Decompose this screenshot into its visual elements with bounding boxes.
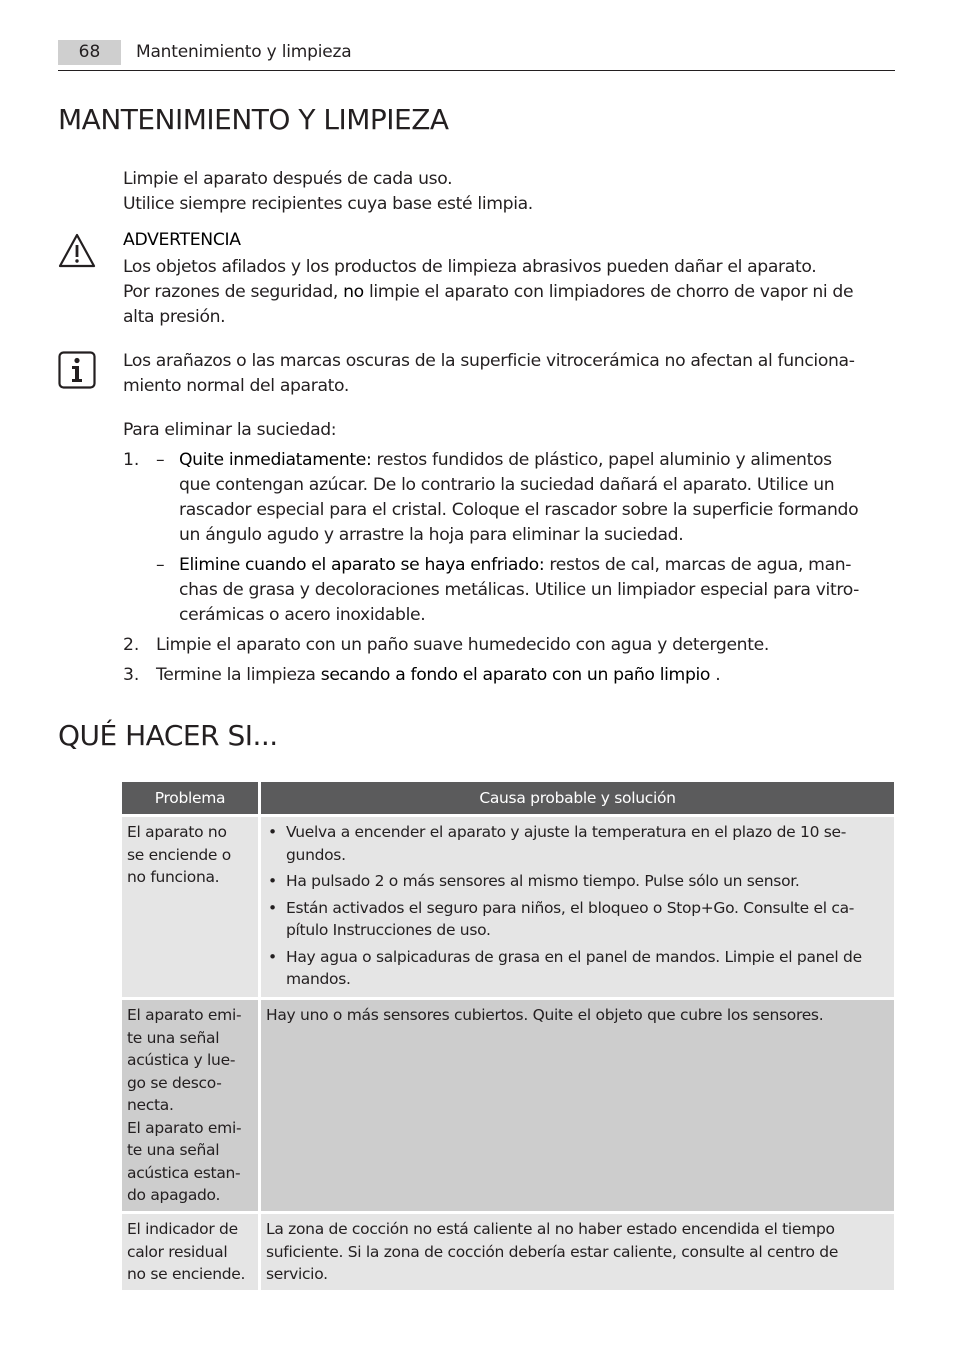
- step-1b-dash: –: [156, 555, 165, 575]
- solution-list: [266, 821, 890, 991]
- section-heading-maintenance: MANTENIMIENTO Y LIMPIEZA: [58, 103, 449, 136]
- step-3-emphasis: secando a fondo el aparato con un paño limpio: [320, 665, 711, 685]
- warning-line-1: Los objetos afilados y los productos de limpieza abrasivos pueden dañar el aparato.: [123, 257, 817, 277]
- step-2-number: 2.: [123, 635, 140, 655]
- solution-cell: Hay uno o más sensores cubiertos. Quite el objeto que cubre los sensores.: [261, 997, 894, 1211]
- table-row: [122, 1211, 894, 1290]
- step-2-text: Limpie el aparato con un paño suave humedecido con agua y detergente.: [156, 635, 769, 655]
- column-header-solution: Causa probable y solución: [261, 782, 894, 814]
- warning-triangle-icon: [58, 232, 96, 270]
- info-line-1: Los arañazos o las marcas oscuras de la superficie vitrocerámica no afectan al funciona-: [123, 351, 855, 371]
- warning-line-2: Por razones de seguridad, no limpie el aparato con limpiadores de chorro de vapor ni de: [123, 282, 854, 302]
- section-heading-troubleshooting: QUÉ HACER SI...: [58, 719, 278, 752]
- solution-cell: [261, 814, 894, 997]
- step-1a-dash: –: [156, 450, 165, 470]
- step-1b-line-2: chas de grasa y decoloraciones metálicas. Utilice un limpiador especial para vitro-: [179, 580, 860, 600]
- warning-emphasis: no: [343, 282, 364, 302]
- running-header-title: Mantenimiento y limpieza: [136, 42, 352, 62]
- step-1b-line-1: Elimine cuando el aparato se haya enfriado: restos de cal, marcas de agua, man-: [179, 555, 852, 575]
- step-1b-line-3: cerámicas o acero inoxidable.: [179, 605, 426, 625]
- steps-intro: Para eliminar la suciedad:: [123, 420, 337, 440]
- step-1b-emphasis: Elimine cuando el aparato se haya enfriado:: [179, 555, 545, 575]
- table-row: [122, 814, 894, 997]
- step-1-number: 1.: [123, 450, 140, 470]
- step-3-text: Termine la limpieza secando a fondo el aparato con un paño limpio .: [156, 665, 721, 685]
- column-header-problem: Problema: [122, 782, 261, 814]
- running-header: [58, 40, 895, 71]
- problem-cell: El indicador de calor residual no se enciende.: [122, 1211, 261, 1290]
- list-item: • Ha pulsado 2 o más sensores al mismo tiempo. Pulse sólo un sensor.: [266, 870, 890, 893]
- step-1a-line-4: un ángulo agudo y arrastre la hoja para eliminar la suciedad.: [179, 525, 684, 545]
- step-3-number: 3.: [123, 665, 140, 685]
- step-1a-line-1: Quite inmediatamente: restos fundidos de plástico, papel aluminio y alimentos: [179, 450, 832, 470]
- page-number: 68: [58, 40, 121, 65]
- list-item: • Vuelva a encender el aparato y ajuste la temperatura en el plazo de 10 se- gundos.: [266, 821, 890, 866]
- troubleshooting-table: [122, 782, 894, 1290]
- intro-line-2: Utilice siempre recipientes cuya base esté limpia.: [123, 194, 533, 214]
- step-1a-line-3: rascador especial para el cristal. Coloque el rascador sobre la superficie formando: [179, 500, 859, 520]
- solution-cell: La zona de cocción no está caliente al no haber estado encendida el tiempo suficiente. Si la zona de cocción debería estar caliente, consulte al centro de servicio.: [261, 1211, 894, 1290]
- info-icon: [58, 351, 96, 389]
- intro-line-1: Limpie el aparato después de cada uso.: [123, 169, 453, 189]
- problem-cell: El aparato no se enciende o no funciona.: [122, 814, 261, 997]
- table-header-row: [122, 782, 894, 814]
- list-item: • Están activados el seguro para niños, el bloqueo o Stop+Go. Consulte el ca- pítulo Instrucciones de uso.: [266, 897, 890, 942]
- info-line-2: miento normal del aparato.: [123, 376, 350, 396]
- problem-cell: El aparato emi- te una señal acústica y lue- go se desco- necta. El aparato emi- te una señal acústica estan- do apagado.: [122, 997, 261, 1211]
- table-row: [122, 997, 894, 1211]
- warning-title: ADVERTENCIA: [123, 230, 241, 250]
- list-item: • Hay agua o salpicaduras de grasa en el panel de mandos. Limpie el panel de mandos.: [266, 946, 890, 991]
- step-1a-emphasis: Quite inmediatamente:: [179, 450, 372, 470]
- warning-line-3: alta presión.: [123, 307, 226, 327]
- step-1a-line-2: que contengan azúcar. De lo contrario la suciedad dañará el aparato. Utilice un: [179, 475, 835, 495]
